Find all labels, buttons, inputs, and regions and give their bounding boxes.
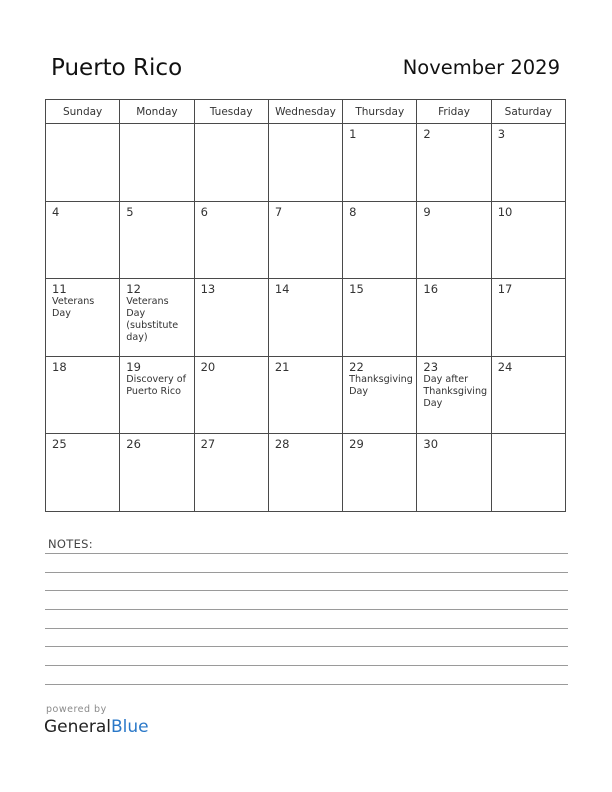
weekday-header: Thursday (343, 100, 417, 124)
note-line[interactable] (45, 665, 568, 666)
brand-blue: Blue (111, 717, 149, 737)
day-number: 4 (52, 204, 60, 219)
day-cell (491, 434, 565, 512)
day-cell (46, 356, 120, 434)
weekday-header-row (46, 100, 566, 124)
day-cell (268, 124, 342, 202)
weekday-header: Wednesday (268, 100, 342, 124)
day-number: 13 (200, 282, 216, 297)
day-cell (343, 201, 417, 279)
day-number: 24 (497, 359, 513, 374)
day-cell (46, 279, 120, 357)
day-cell (194, 201, 268, 279)
day-number: 1 (349, 127, 357, 141)
day-cell (120, 356, 194, 434)
day-cell (120, 124, 194, 202)
day-number: 15 (349, 282, 364, 297)
note-line[interactable] (45, 590, 568, 591)
day-cell (343, 356, 417, 434)
day-cell (268, 201, 342, 279)
day-cell (343, 124, 417, 202)
day-cell (46, 201, 120, 279)
month-year-title: November 2029 (402, 56, 560, 79)
weekday-header: Saturday (491, 100, 565, 124)
weekday-header: Sunday (46, 100, 120, 124)
week-row (46, 356, 566, 434)
day-number: 16 (423, 282, 439, 297)
day-cell (417, 124, 491, 202)
day-cell (417, 279, 491, 357)
week-row (46, 124, 566, 202)
day-cell (120, 434, 194, 512)
day-cell (491, 124, 565, 202)
day-cell (268, 356, 342, 434)
notes-label: NOTES: (48, 537, 93, 551)
note-line[interactable] (45, 609, 568, 610)
weekday-header: Friday (417, 100, 491, 124)
note-line[interactable] (45, 572, 568, 573)
day-number: 3 (497, 127, 506, 141)
day-cell (417, 201, 491, 279)
weekday-header: Tuesday (194, 100, 268, 124)
day-number: 12 (126, 282, 141, 297)
day-number: 25 (52, 437, 67, 452)
day-cell (268, 279, 342, 357)
day-number: 26 (126, 437, 141, 452)
day-number: 2 (423, 127, 431, 141)
day-number: 6 (200, 204, 208, 219)
day-number: 5 (126, 204, 134, 219)
day-number: 11 (52, 282, 67, 297)
holiday-label: Discovery of Puerto Rico (126, 373, 186, 397)
day-number: 9 (423, 204, 431, 219)
day-cell (343, 279, 417, 357)
week-row (46, 279, 566, 357)
day-cell (194, 434, 268, 512)
day-cell (343, 434, 417, 512)
holiday-label: Thanksgiving Day (349, 373, 413, 397)
powered-by-text: powered by (46, 704, 107, 715)
day-number: 22 (349, 359, 364, 374)
day-number: 8 (349, 204, 357, 219)
day-cell (194, 279, 268, 357)
day-cell (120, 279, 194, 357)
note-line[interactable] (45, 646, 568, 647)
holiday-label: Day after Thanksgiving Day (423, 373, 488, 409)
day-cell (417, 434, 491, 512)
day-cell (417, 356, 491, 434)
day-number: 23 (423, 359, 439, 374)
day-number: 21 (274, 359, 290, 374)
day-cell (46, 124, 120, 202)
day-cell (491, 356, 565, 434)
calendar-grid (45, 99, 566, 512)
day-cell (268, 434, 342, 512)
day-number: 7 (274, 204, 283, 219)
holiday-label: Veterans Day (substitute day) (126, 296, 179, 344)
day-cell (194, 124, 268, 202)
day-number: 20 (200, 359, 216, 374)
holiday-label: Veterans Day (52, 296, 95, 320)
generalblue-logo[interactable] (44, 717, 149, 737)
note-line[interactable] (45, 684, 568, 685)
day-number: 14 (274, 282, 290, 297)
day-number: 29 (349, 437, 364, 452)
day-number: 30 (423, 437, 439, 452)
brand-general: General (44, 717, 111, 737)
day-number: 17 (497, 282, 513, 297)
day-cell (491, 201, 565, 279)
page-title: Puerto Rico (51, 55, 183, 81)
day-cell (120, 201, 194, 279)
note-line[interactable] (45, 628, 568, 629)
day-number: 10 (497, 204, 513, 219)
day-number: 27 (200, 437, 216, 452)
day-cell (46, 434, 120, 512)
weekday-header: Monday (120, 100, 194, 124)
note-line[interactable] (45, 553, 568, 554)
day-cell (491, 279, 565, 357)
week-row (46, 201, 566, 279)
week-row (46, 434, 566, 512)
day-number: 19 (126, 359, 141, 374)
day-cell (194, 356, 268, 434)
day-number: 18 (52, 359, 67, 374)
day-number: 28 (274, 437, 290, 452)
